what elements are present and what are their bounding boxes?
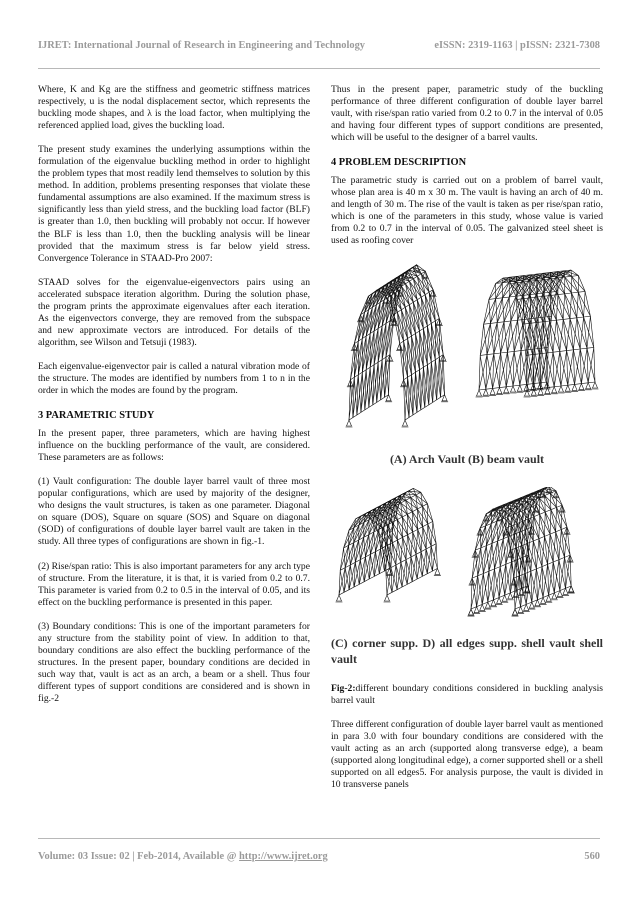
edge-supported-vault-illustration: [468, 487, 575, 616]
section-3-heading: 3 PARAMETRIC STUDY: [38, 410, 155, 422]
beam-vault-illustration: [476, 270, 599, 397]
figure-2-text: different boundary conditions considered in buckling analysis barrel vault: [331, 682, 603, 706]
caption-cd: (C) corner supp. D) all edges supp. shell vault shell vault: [331, 635, 603, 666]
section-4-heading: 4 PROBLEM DESCRIPTION: [331, 157, 467, 169]
footer-volume: Volume: 03 Issue: 02 | Feb-2014, Available @: [38, 851, 240, 862]
header-rule: [38, 68, 600, 69]
para-three-config: Three different configuration of double layer barrel vault as mentioned in para 3.0 with four boundary conditions are considered with the vault acting as an arch (supported along transverse edge), a beam (supported along longitudinal edge), a corner supported shell or a shell supported on all edges5. For analysis purpose, the vault is divided in 10 transverse panels: [331, 718, 603, 790]
page-number: 560: [584, 851, 600, 862]
para-vault-config: (1) Vault configuration: The double layer barrel vault of three most popular configurations, which are used by majority of the designer, who designs the vault structures, is taken as one parameter. Diagonal on square (DOS), Square on square (SOS) and Square on diagonal (SOD) of configurations of double layer barrel vault are taken in the study. All three types of configurations are shown in fig.-1.: [38, 476, 310, 548]
para-stiffness: [38, 84, 310, 132]
right-column: [331, 84, 603, 803]
left-column: [38, 84, 310, 717]
para-thus: Thus in the present paper, parametric study of the buckling performance of three different configuration of double layer barrel vault, with rise/span ratio varied from 0.2 to 0.7 in the interval of 0.05 and having four different types of support conditions are presented, which will be useful to the designer of a barrel vaults.: [331, 84, 603, 144]
para-rise-span: (2) Rise/span ratio: This is also important parameters for any arch type of structure. From the literature, it is that, it is varied from 0.2 to 0.7. This parameter is varied from 0.2 to 0.5 in the interval of 0.05, and its effect on the buckling performance is presented in this paper.: [38, 560, 310, 608]
para-problem: The parametric study is carried out on a problem of barrel vault, whose plan area is 40 m x 30 m. The vault is having an arch of 40 m. and length of 30 m. The rise of the vault is taken as per rise/span ratio, which is one of the parameters in this study, whose value is varied from 0.2 to 0.7 in the interval of 0.05. The galvanized steel sheet is used as roofing cover: [331, 175, 603, 247]
para-eigenpair: Each eigenvalue-eigenvector pair is called a natural vibration mode of the structure. The modes are identified by numbers from 1 to n in the order in which the modes are found by the program.: [38, 360, 310, 397]
running-header: [38, 40, 600, 56]
journal-link[interactable]: http://www.ijret.org: [239, 851, 328, 862]
figure-2-label: Fig-2:: [331, 682, 356, 694]
figure-arch-beam: [331, 260, 603, 450]
journal-title: IJRET: International Journal of Research in Engineering and Technology: [38, 40, 365, 51]
figure-2-caption: [331, 683, 603, 707]
vault-ab-drawing: [331, 260, 603, 450]
para-staad: STAAD solves for the eigenvalue-eigenvectors pairs using an accelerated subspace iteration algorithm. During the solution phase, the program prints the approximate eigenvalues after each iteration. As the eigenvectors converge, they are removed from the subspace and new approximate vectors are introduced. For details of the algorithm, see Wilson and Tetsuji (1983).: [38, 276, 310, 348]
issn: eISSN: 2319-1163 | pISSN: 2321-7308: [434, 40, 600, 51]
para-boundary: (3) Boundary conditions: This is one of the important parameters for any structure from the stability point of view. In addition to that, boundary conditions are also effect the buckling performance of the structures. In the present paper, boundary conditions are decided in such way that, vault is act as an arch, a beam or a shell. Thus four different types of support conditions are considered and is shown in fig.-2: [38, 620, 310, 704]
vault-cd-drawing: [331, 487, 603, 627]
caption-ab: (A) Arch Vault (B) beam vault: [389, 451, 545, 466]
footer-rule: [38, 838, 600, 839]
figure-corner-edges: [331, 487, 603, 627]
corner-supported-vault-illustration: [336, 488, 441, 602]
para-stiffness-text: Where, K and Kg are the stiffness and geometric stiffness matrices respectively, u is the nodal displacement sector, which represents the buckling mode shapes, and λ is the load factor, when multiplying the referenced applied load, gives the buckling load.: [38, 84, 310, 132]
para-assumptions: The present study examines the underlying assumptions within the formulation of the eigenvalue buckling method in order to highlight the problem types that most readily lend themselves to solution by this method. In addition, problems presenting responses that violate these fundamental assumptions are also examined. If the maximum stress is significantly less than yield stress, and the buckling load factor (BLF) is greater than 1.0, then buckling will probably not occur. If however the BLF is less than 1.0, then the buckling analysis will be linear provided that the maximum stress is far below yield stress. Convergence Tolerance in STAAD-Pro 2007:: [38, 144, 310, 264]
running-footer: [38, 851, 600, 862]
para-parameters: In the present paper, three parameters, which are having highest influence on the buckling performance of the vault, are considered. These parameters are as follows:: [38, 428, 310, 464]
arch-vault-illustration: [346, 264, 449, 426]
